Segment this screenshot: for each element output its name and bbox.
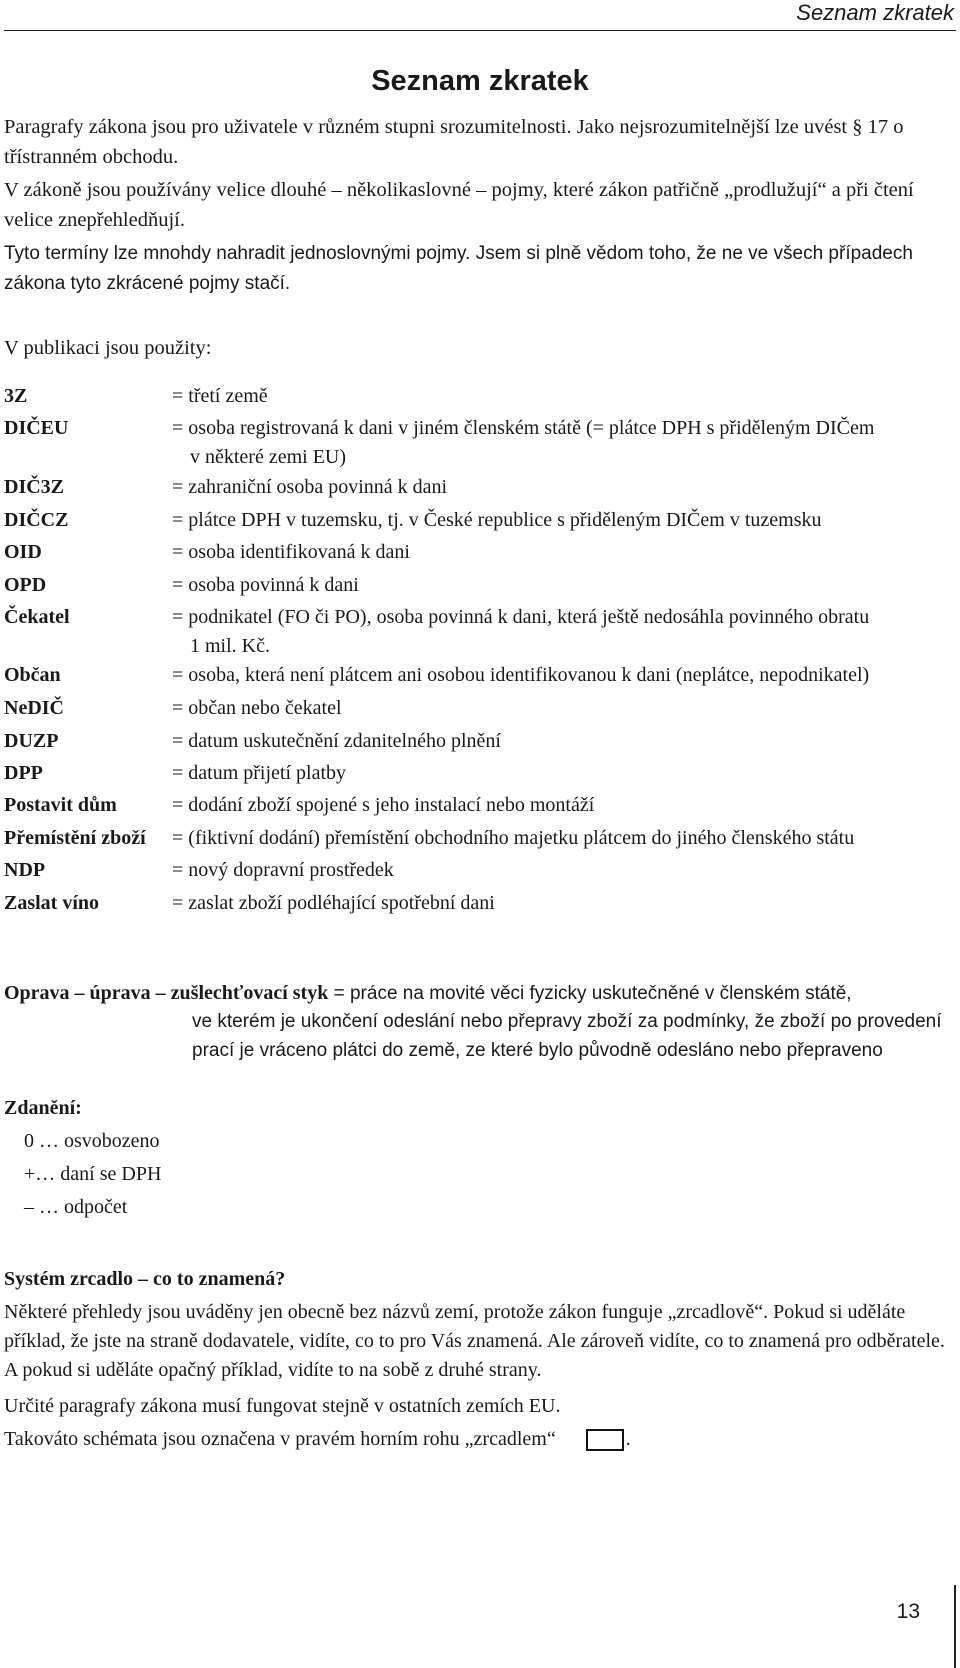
- abbreviation-definition: = datum přijetí platby: [172, 762, 347, 784]
- header-divider: [4, 30, 956, 31]
- abbreviation-definition: = občan nebo čekatel: [172, 697, 342, 719]
- page-title: Seznam zkratek: [371, 65, 589, 97]
- oprava-entry: [4, 979, 957, 1061]
- abbreviation-definition: = datum uskutečnění zdanitelného plnění: [172, 730, 501, 752]
- abbreviation-definition: = zaslat zboží podléhající spotřební dani: [172, 892, 495, 914]
- oprava-definition: = práce na movité věci fyzicky uskutečněné v členském státě,: [328, 983, 852, 1004]
- mirror-system-paragraph-1: Některé přehledy jsou uváděny jen obecně bez názvů zemí, protože zákon funguje „zrcadlově“. Pokud si uděláte příklad, že jste na straně dodavatele, vidíte, co to pro Vás znamená. Ale zároveň vidíte, co to znamená pro odběratele. A pokud si uděláte opačný příklad, vidíte to na sobě z druhé strany.: [4, 1301, 945, 1381]
- abbreviation-term: Přemístění zboží: [4, 827, 146, 849]
- abbreviation-term: 3Z: [4, 385, 28, 407]
- abbreviation-definition: = podnikatel (FO či PO), osoba povinná k dani, která ještě nedosáhla povinného obratu: [172, 606, 870, 628]
- abbreviation-term: OPD: [4, 574, 47, 596]
- abbreviation-definition-continued: 1 mil. Kč.: [190, 635, 270, 657]
- abbreviation-term: NeDIČ: [4, 697, 64, 719]
- mirror-symbol-icon: [586, 1429, 624, 1451]
- running-header: Seznam zkratek: [796, 0, 954, 25]
- abbreviation-definition: = osoba registrovaná k dani v jiném členském státě (= plátce DPH s přiděleným DIČem: [172, 417, 875, 439]
- abbreviation-term: OID: [4, 541, 42, 563]
- abbreviation-term: DIČEU: [4, 417, 69, 439]
- mirror-system-paragraph-2: Určité paragrafy zákona musí fungovat stejně v ostatních zemích EU.: [4, 1395, 561, 1417]
- taxation-item: – … odpočet: [24, 1196, 128, 1218]
- intro-paragraph-1: Paragrafy zákona jsou pro uživatele v různém stupni srozumitelnosti. Jako nejsrozumitelnější lze uvést § 17 o třístranném obchodu.: [4, 116, 904, 168]
- abbreviation-definition: = osoba, která není plátcem ani osobou identifikovanou k dani (neplátce, nepodnikatel): [172, 664, 870, 686]
- abbreviation-term: Čekatel: [4, 606, 70, 628]
- abbreviation-definition: = osoba identifikovaná k dani: [172, 541, 410, 563]
- abbreviation-term: DIČ3Z: [4, 476, 65, 498]
- mirror-system-paragraph-3: [4, 1425, 957, 1454]
- taxation-heading: Zdanění:: [4, 1097, 82, 1119]
- intro-section: [4, 113, 957, 302]
- intro-paragraph-3: Tyto termíny lze mnohdy nahradit jednoslovnými pojmy. Jsem si plně vědom toho, že ne ve všech případech zákona tyto zkrácené pojmy stačí.: [4, 243, 913, 294]
- abbreviation-definition: = plátce DPH v tuzemsku, tj. v České republice s přiděleným DIČem v tuzemsku: [172, 509, 822, 531]
- abbreviation-term: DUZP: [4, 730, 59, 752]
- page-edge-rule: [954, 1585, 956, 1668]
- abbreviation-definition: = osoba povinná k dani: [172, 574, 359, 596]
- abbreviation-definition-continued: v některé zemi EU): [190, 446, 347, 468]
- taxation-item: +… daní se DPH: [24, 1163, 162, 1185]
- mirror-system-text: Takováto schémata jsou označena v pravém horním rohu „zrcadlem“: [4, 1428, 556, 1450]
- abbreviation-definition: = nový dopravní prostředek: [172, 859, 394, 881]
- abbreviation-term: Zaslat víno: [4, 892, 100, 914]
- publication-label: V publikaci jsou použity:: [4, 337, 212, 359]
- abbreviation-term: Občan: [4, 664, 61, 686]
- abbreviation-term: Postavit dům: [4, 794, 117, 816]
- page-number: 13: [896, 1600, 920, 1623]
- abbreviation-definition: = třetí země: [172, 385, 268, 407]
- abbreviation-term: NDP: [4, 859, 46, 881]
- abbreviation-term: DPP: [4, 762, 43, 784]
- abbreviation-definition: = (fiktivní dodání) přemístění obchodního majetku plátcem do jiného členského státu: [172, 827, 855, 849]
- mirror-system-heading: Systém zrcadlo – co to znamená?: [4, 1268, 286, 1290]
- intro-paragraph-2: V zákoně jsou používány velice dlouhé – několikaslovné – pojmy, které zákon patřičně „prodlužují“ a při čtení velice znepřehledňují.: [4, 179, 914, 231]
- abbreviation-definition: = dodání zboží spojené s jeho instalací nebo montáží: [172, 794, 595, 816]
- taxation-item: 0 … osvobozeno: [24, 1130, 160, 1152]
- abbreviation-term: DIČCZ: [4, 509, 69, 531]
- oprava-definition-continued: ve kterém je ukončení odeslání nebo přepravy zboží za podmínky, že zboží po provedení prací je vráceno plátci do země, ze které bylo původně odesláno nebo přepraveno: [192, 1011, 942, 1061]
- oprava-term: Oprava – úprava – zušlechťovací styk: [4, 982, 329, 1004]
- mirror-system-period: .: [625, 1428, 631, 1450]
- abbreviation-definition: = zahraniční osoba povinná k dani: [172, 476, 448, 498]
